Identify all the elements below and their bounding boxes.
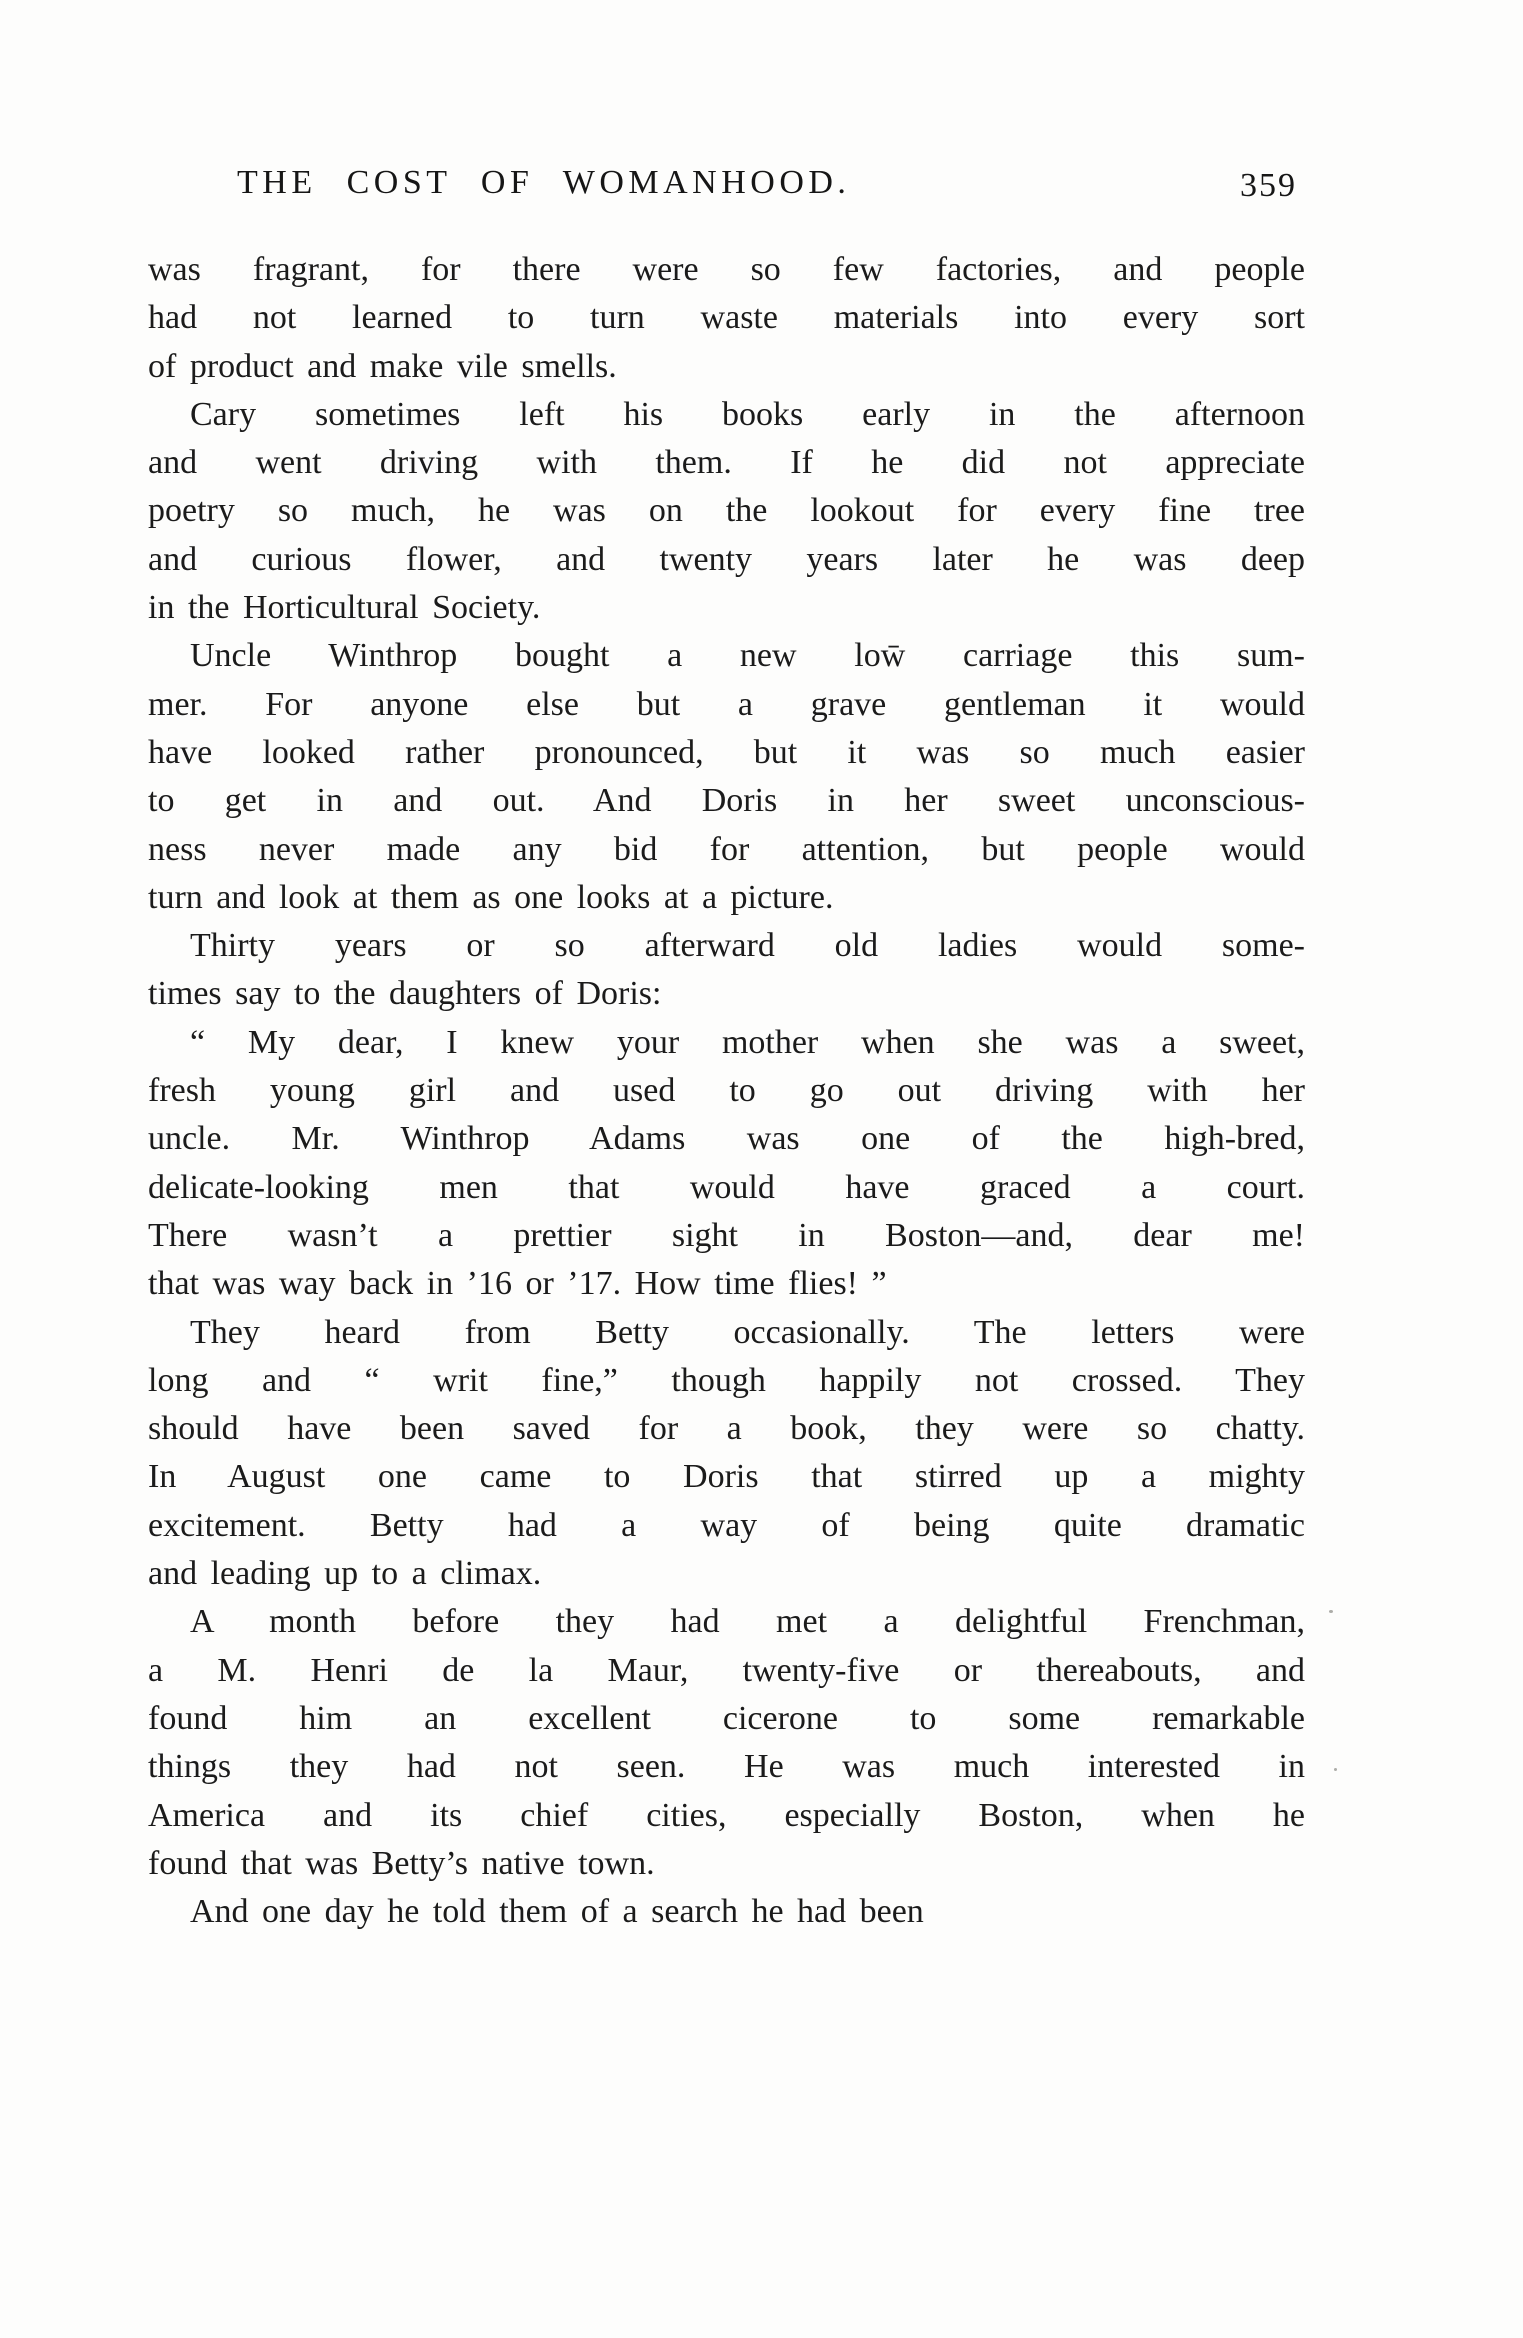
text-line: that was way back in ’16 or ’17. How time flies! ” (148, 1265, 887, 1303)
text-line: have looked rather pronounced, but it was so much easier (148, 733, 1305, 771)
text-line: things they had not seen. He was much interested in (148, 1748, 1305, 1786)
text-line: was fragrant, for there were so few factories, and people (148, 251, 1305, 288)
text-line: long and “ writ fine,” though happily not crossed. They (148, 1361, 1305, 1399)
text-line: America and its chief cities, especially Boston, when he (148, 1796, 1305, 1834)
text-line: Thirty years or so afterward old ladies would some- (190, 927, 1305, 965)
text-line: and curious flower, and twenty years later he was deep (148, 540, 1305, 578)
text-line: should have been saved for a book, they were so chatty. (148, 1410, 1305, 1448)
text-line: In August one came to Doris that stirred up a mighty (148, 1458, 1305, 1496)
text-line: and leading up to a climax. (148, 1555, 542, 1593)
text-line: poetry so much, he was on the lookout for every fine tree (148, 492, 1305, 530)
text-line: of product and make vile smells. (148, 347, 617, 385)
running-header-title: THE COST OF WOMANHOOD. (237, 164, 851, 201)
page-number: 359 (1240, 167, 1297, 204)
text-line: There wasn’t a prettier sight in Boston—and, dear me! (148, 1216, 1305, 1254)
text-line: turn and look at them as one looks at a picture. (148, 878, 834, 916)
text-line: times say to the daughters of Doris: (148, 975, 662, 1013)
text-line: Uncle Winthrop bought a new low̄ carriage this sum- (190, 637, 1305, 675)
text-line: uncle. Mr. Winthrop Adams was one of the high-bred, (148, 1120, 1305, 1158)
text-line: They heard from Betty occasionally. The letters were (190, 1313, 1305, 1351)
text-line: fresh young girl and used to go out driving with her (148, 1072, 1305, 1110)
text-line: Cary sometimes left his books early in the afternoon (190, 395, 1305, 433)
text-line: found him an excellent cicerone to some remarkable (148, 1699, 1305, 1737)
scan-speck (1334, 1768, 1337, 1771)
text-line: delicate-looking men that would have graced a court. (148, 1168, 1305, 1206)
text-line: And one day he told them of a search he had been (190, 1893, 924, 1931)
text-line: A month before they had met a delightful Frenchman, (190, 1603, 1305, 1641)
text-line: a M. Henri de la Maur, twenty-five or thereabouts, and (148, 1651, 1305, 1689)
text-line: ness never made any bid for attention, but people would (148, 830, 1305, 868)
text-line: to get in and out. And Doris in her sweet unconscious- (148, 782, 1305, 820)
scan-speck (1329, 1610, 1333, 1613)
text-line: had not learned to turn waste materials into every sort (148, 299, 1305, 337)
body-text-block (148, 246, 1305, 1936)
text-line: found that was Betty’s native town. (148, 1844, 655, 1882)
text-line: “ My dear, I knew your mother when she was a sweet, (190, 1023, 1305, 1061)
text-line: and went driving with them. If he did not appreciate (148, 444, 1305, 482)
text-line: in the Horticultural Society. (148, 589, 541, 627)
text-line: excitement. Betty had a way of being quite dramatic (148, 1506, 1305, 1544)
text-line: mer. For anyone else but a grave gentleman it would (148, 685, 1305, 723)
